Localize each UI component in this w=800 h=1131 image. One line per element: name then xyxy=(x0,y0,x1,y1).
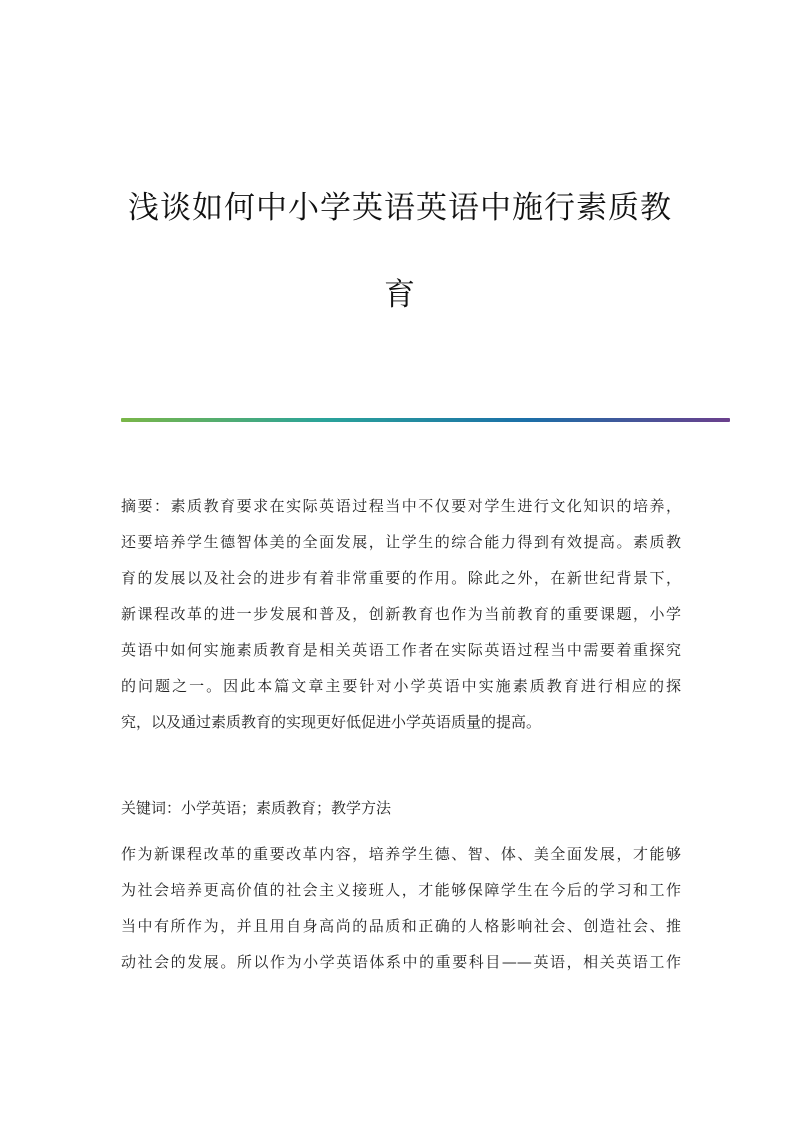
abstract-line: 英语中如何实施素质教育是相关英语工作者在实际英语过程当中需要着重探究 xyxy=(121,641,681,659)
intro-line: 当中有所作为，并且用自身高尚的品质和正确的人格影响社会、创造社会、推 xyxy=(121,917,681,935)
document-title-line1: 浅谈如何中小学英语英语中施行素质教 xyxy=(128,190,672,226)
intro-line: 动社会的发展。所以作为小学英语体系中的重要科目——英语，相关英语工作 xyxy=(121,953,681,971)
abstract-line: 育的发展以及社会的进步有着非常重要的作用。除此之外，在新世纪背景下， xyxy=(121,569,681,587)
abstract-line: 还要培养学生德智体美的全面发展，让学生的综合能力得到有效提高。素质教 xyxy=(121,533,681,551)
title-divider xyxy=(121,418,730,422)
keywords-text: 关键词：小学英语；素质教育；教学方法 xyxy=(121,799,392,817)
intro-line: 作为新课程改革的重要改革内容，培养学生德、智、体、美全面发展，才能够 xyxy=(121,845,681,863)
keywords-line xyxy=(121,790,681,826)
abstract-line: 新课程改革的进一步发展和普及，创新教育也作为当前教育的重要课题，小学 xyxy=(121,605,681,623)
abstract-paragraph xyxy=(121,488,681,740)
abstract-line: 摘要：素质教育要求在实际英语过程当中不仅要对学生进行文化知识的培养， xyxy=(121,497,681,515)
abstract-line: 的问题之一。因此本篇文章主要针对小学英语中实施素质教育进行相应的探 xyxy=(121,677,681,695)
abstract-line: 究，以及通过素质教育的实现更好低促进小学英语质量的提高。 xyxy=(121,713,542,731)
intro-paragraph xyxy=(121,836,681,980)
document-title-line2: 育 xyxy=(384,277,416,313)
intro-line: 为社会培养更高价值的社会主义接班人，才能够保障学生在今后的学习和工作 xyxy=(121,881,681,899)
